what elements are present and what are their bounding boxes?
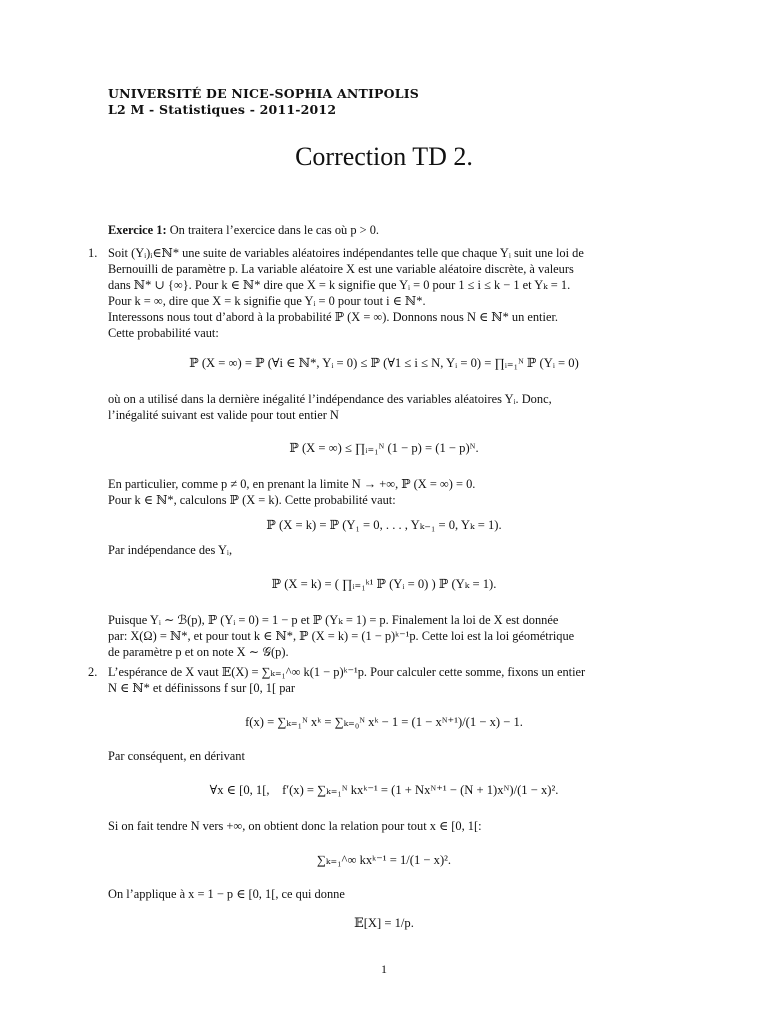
text-line: par: X(Ω) = ℕ*, et pour tout k ∈ ℕ*, ℙ (X = k) = (1 − p)ᵏ⁻¹p. Cette loi est la loi géométrique — [108, 629, 575, 643]
calc-line: Pour k ∈ ℕ*, calculons ℙ (X = k). Cette probabilité vaut: — [108, 493, 396, 507]
equation-6: ∀x ∈ [0, 1[, f′(x) = ∑ₖ₌₁ᴺ kxᵏ⁻¹ = (1 + Nxᴺ⁺¹ − (N + 1)xᴺ)/(1 − x)². — [209, 783, 559, 797]
page-title: Correction TD 2. — [295, 142, 473, 171]
apply-line: On l’applique à x = 1 − p ∈ [0, 1[, ce qui donne — [108, 887, 345, 901]
item-1-number: 1. — [88, 246, 98, 260]
text-line: Soit (Yᵢ)ᵢ∈ℕ* une suite de variables aléatoires indépendantes telle que chaque Yᵢ suit une loi de — [108, 246, 584, 260]
equation-3: ℙ (X = k) = ℙ (Y₁ = 0, . . . , Yₖ₋₁ = 0, Yₖ = 1). — [266, 518, 502, 532]
text-line: Pour k = ∞, dire que X = k signifie que Yᵢ = 0 pour tout i ∈ ℕ*. — [108, 294, 426, 308]
item-1-text — [108, 245, 640, 341]
page-number: 1 — [381, 962, 387, 976]
indep-line: Par indépendance des Yᵢ, — [108, 543, 233, 557]
text-line: où on a utilisé dans la dernière inégalité l’indépendance des variables aléatoires Yᵢ. Donc, — [108, 392, 552, 406]
equation-1: ℙ (X = ∞) = ℙ (∀i ∈ ℕ*, Yᵢ = 0) ≤ ℙ (∀1 ≤ i ≤ N, Yᵢ = 0) = ∏ᵢ₌₁ᴺ ℙ (Yᵢ = 0) — [189, 356, 579, 370]
equation-4: ℙ (X = k) = ( ∏ᵢ₌₁ᵏ¹ ℙ (Yᵢ = 0) ) ℙ (Yₖ = 1). — [271, 577, 497, 591]
exercise-heading — [108, 222, 379, 238]
text-line: Cette probabilité vaut: — [108, 326, 219, 340]
university-name: UNIVERSITÉ DE NICE-SOPHIA ANTIPOLIS — [108, 86, 419, 101]
limit-line: En particulier, comme p ≠ 0, en prenant la limite N → +∞, ℙ (X = ∞) = 0. — [108, 477, 476, 491]
item-2-number: 2. — [88, 665, 98, 679]
exercise-label: Exercice 1: — [108, 223, 167, 237]
limit-line-2: Si on fait tendre N vers +∞, on obtient donc la relation pour tout x ∈ [0, 1[: — [108, 819, 482, 833]
item-1-after-eq1 — [108, 391, 640, 423]
text-line: N ∈ ℕ* et définissons f sur [0, 1[ par — [108, 681, 296, 695]
exercise-intro: On traitera l’exercice dans le cas où p > 0. — [169, 223, 379, 237]
equation-2: ℙ (X = ∞) ≤ ∏ᵢ₌₁ᴺ (1 − p) = (1 − p)ᴺ. — [289, 441, 479, 455]
course-line: L2 M - Statistiques - 2011-2012 — [108, 102, 337, 117]
deriv-line: Par conséquent, en dérivant — [108, 749, 245, 763]
text-line: Interessons nous tout d’abord à la probabilité ℙ (X = ∞). Donnons nous N ∈ ℕ* un entier. — [108, 310, 558, 324]
equation-8: 𝔼[X] = 1/p. — [354, 916, 414, 930]
text-line: Puisque Yᵢ ∼ ℬ(p), ℙ (Yᵢ = 0) = 1 − p et ℙ (Yₖ = 1) = p. Finalement la loi de X est donnée — [108, 613, 559, 627]
text-line: dans ℕ* ∪ {∞}. Pour k ∈ ℕ* dire que X = k signifie que Yᵢ = 0 pour 1 ≤ i ≤ k − 1 et Yₖ = 1. — [108, 278, 571, 292]
item-1-conclusion — [108, 612, 640, 660]
item-2-text — [108, 664, 640, 696]
text-line: L’espérance de X vaut 𝔼(X) = ∑ₖ₌₁^∞ k(1 − p)ᵏ⁻¹p. Pour calculer cette somme, fixons un entier — [108, 665, 586, 679]
equation-5: f(x) = ∑ₖ₌₁ᴺ xᵏ = ∑ₖ₌₀ᴺ xᵏ − 1 = (1 − xᴺ⁺¹)/(1 − x) − 1. — [245, 715, 523, 729]
text-line: Bernouilli de paramètre p. La variable aléatoire X est une variable aléatoire discrète, à valeurs — [108, 262, 574, 276]
text-line: l’inégalité suivant est valide pour tout entier N — [108, 408, 339, 422]
equation-7: ∑ₖ₌₁^∞ kxᵏ⁻¹ = 1/(1 − x)². — [316, 853, 452, 867]
text-line: de paramètre p et on note X ∼ 𝒢(p). — [108, 645, 289, 659]
